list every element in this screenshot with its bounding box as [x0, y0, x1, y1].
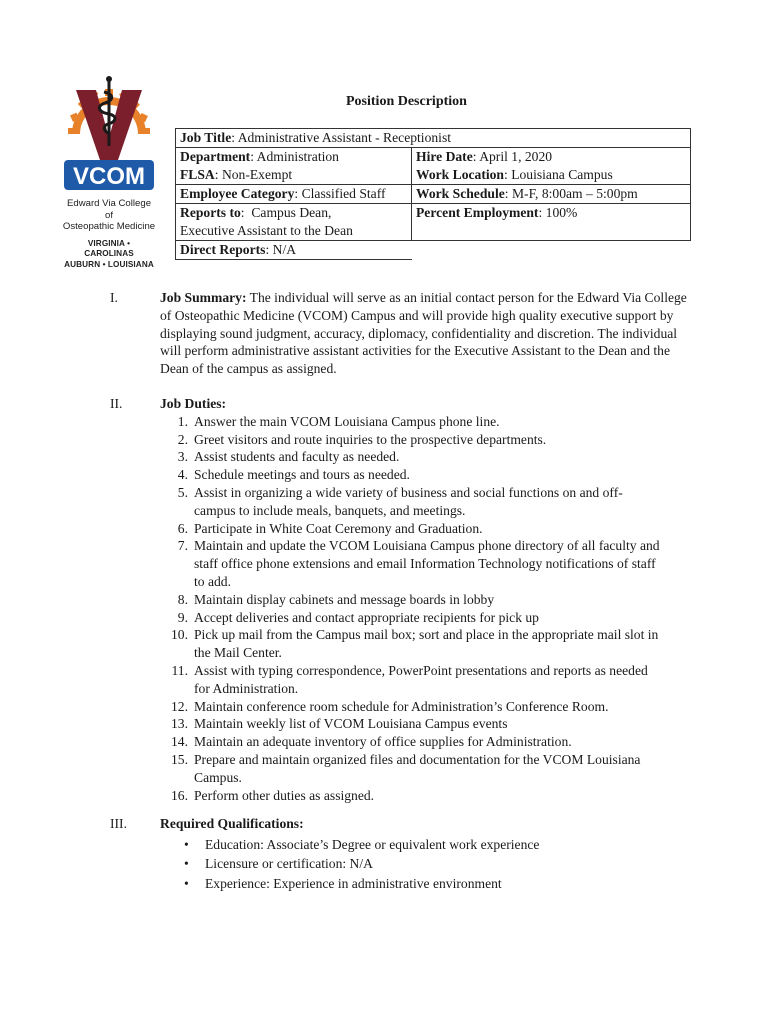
list-item	[160, 874, 700, 894]
logo-acronym: VCOM	[73, 163, 145, 190]
job-title-cell: Job Title: Administrative Assistant - Receptionist	[176, 129, 691, 148]
item-number: 3.	[177, 449, 188, 465]
item-number: 15.	[171, 751, 188, 767]
item-text: Licensure or certification: N/A	[205, 856, 373, 872]
work-location-label: Work Location	[416, 167, 504, 182]
item-number: 8.	[177, 591, 188, 607]
vcom-emblem-icon	[62, 76, 156, 194]
item-text: Maintain display cabinets and message boards in lobby	[194, 591, 495, 607]
item-text: Greet visitors and route inquiries to the prospective departments.	[194, 431, 547, 447]
logo-locations-line1: VIRGINIA • CAROLINAS	[84, 238, 134, 258]
empty-cell	[412, 241, 691, 260]
employee-category-label: Employee Category	[180, 186, 295, 201]
table-row	[176, 148, 691, 167]
employee-category-cell: Employee Category: Classified Staff	[176, 185, 412, 204]
list-item	[160, 520, 660, 538]
percent-employment-label: Percent Employment	[416, 205, 539, 220]
list-item	[160, 662, 660, 698]
list-item	[160, 715, 660, 733]
job-summary-heading: Job Summary:	[160, 290, 247, 305]
qualifications-list	[160, 835, 700, 894]
job-summary-text: The individual will serve as an initial contact person for the Edward Via College of Osteopathic Medicine (VCOM) Campus and will provide high quality executive support by displaying sound judgment, accuracy, diplomacy, confidentiality and discretion. The individual will perform administrative assistant activities for the Executive Assistant to the Dean and the Dean of the campus as assigned.	[160, 290, 687, 377]
item-text: Answer the main VCOM Louisiana Campus phone line.	[194, 413, 500, 429]
qualifications-heading: Required Qualifications:	[160, 816, 304, 831]
direct-reports-cell: Direct Reports: N/A	[176, 241, 412, 260]
work-location-value: Louisiana Campus	[511, 167, 613, 182]
section-numeral: I.	[110, 290, 118, 305]
table-row	[176, 129, 691, 148]
item-text: Maintain and update the VCOM Louisiana Campus phone directory of all faculty and staff office phone extensions and email Information Technology notifications of staff to add.	[194, 538, 660, 589]
job-title-label: Job Title	[180, 130, 232, 145]
item-number: 6.	[177, 520, 188, 536]
item-text: Schedule meetings and tours as needed.	[194, 467, 410, 483]
qualifications-body	[160, 815, 700, 893]
item-number: 5.	[177, 484, 188, 500]
list-item	[160, 591, 660, 609]
item-number: 14.	[171, 734, 188, 750]
item-text: Maintain weekly list of VCOM Louisiana Campus events	[194, 716, 508, 732]
item-number: 11.	[171, 662, 188, 678]
item-number: 12.	[171, 698, 188, 714]
list-item	[160, 466, 660, 484]
bullet-icon: •	[184, 836, 189, 852]
list-item	[160, 626, 660, 662]
logo-college-line1: Edward Via College of	[66, 198, 152, 221]
list-item	[160, 835, 700, 855]
department-value: Administration	[256, 149, 339, 164]
department-cell: Department: Administration	[176, 148, 412, 167]
document-title: Position Description	[346, 94, 467, 109]
list-item	[160, 413, 660, 431]
item-number: 4.	[177, 467, 188, 483]
flsa-cell: FLSA: Non-Exempt	[176, 166, 412, 185]
item-number: 13.	[171, 716, 188, 732]
table-row	[176, 204, 691, 241]
item-number: 2.	[177, 431, 188, 447]
bullet-icon: •	[184, 856, 189, 872]
item-number: 9.	[177, 609, 188, 625]
hire-date-cell: Hire Date: April 1, 2020	[412, 148, 691, 167]
percent-employment-cell: Percent Employment: 100%	[412, 204, 691, 241]
job-duties-body	[160, 395, 660, 804]
list-item	[160, 537, 660, 590]
item-text: Assist students and faculty as needed.	[194, 449, 400, 465]
job-duties-list	[160, 413, 660, 805]
percent-employment-value: 100%	[545, 205, 578, 220]
item-text: Maintain an adequate inventory of office supplies for Administration.	[194, 734, 572, 750]
item-text: Experience: Experience in administrative environment	[205, 875, 502, 891]
item-number: 16.	[171, 787, 188, 803]
item-text: Pick up mail from the Campus mail box; sort and place in the appropriate mail slot in the Mail Center.	[194, 627, 659, 661]
list-item	[160, 448, 660, 466]
hire-date-label: Hire Date	[416, 149, 473, 164]
list-item	[160, 787, 660, 805]
reports-to-value-line2: Executive Assistant to the Dean	[180, 223, 353, 238]
table-row	[176, 166, 691, 185]
job-duties-heading: Job Duties:	[160, 396, 227, 411]
job-title-value: Administrative Assistant - Receptionist	[237, 130, 452, 145]
hire-date-value: April 1, 2020	[479, 149, 553, 164]
item-text: Education: Associate’s Degree or equivalent work experience	[205, 836, 540, 852]
list-item	[160, 431, 660, 449]
section-numeral: III.	[110, 816, 127, 831]
item-number: 10.	[171, 627, 188, 643]
work-schedule-cell: Work Schedule: M-F, 8:00am – 5:00pm	[412, 185, 691, 204]
direct-reports-label: Direct Reports	[180, 242, 266, 257]
item-text: Maintain conference room schedule for Administration’s Conference Room.	[194, 698, 609, 714]
list-item	[160, 854, 700, 874]
logo-locations	[62, 239, 156, 271]
logo-college-line2: Osteopathic Medicine	[62, 221, 156, 232]
list-item	[160, 751, 660, 787]
item-text: Prepare and maintain organized files and documentation for the VCOM Louisiana Campus.	[194, 751, 641, 785]
work-location-cell: Work Location: Louisiana Campus	[412, 166, 691, 185]
item-text: Assist with typing correspondence, PowerPoint presentations and reports as needed for Administration.	[194, 662, 648, 696]
list-item	[160, 609, 660, 627]
reports-to-label: Reports to	[180, 205, 241, 220]
list-item	[160, 484, 660, 520]
reports-to-cell: Reports to: Campus Dean, Executive Assistant to the Dean	[176, 204, 412, 241]
department-label: Department	[180, 149, 251, 164]
direct-reports-value: N/A	[272, 242, 297, 257]
reports-to-value-line1: Campus Dean,	[251, 205, 332, 220]
bullet-icon: •	[184, 875, 189, 891]
item-text: Accept deliveries and contact appropriate recipients for pick up	[194, 609, 539, 625]
work-schedule-label: Work Schedule	[416, 186, 505, 201]
flsa-label: FLSA	[180, 167, 215, 182]
item-number: 1.	[177, 413, 188, 429]
vcom-logo	[62, 76, 156, 270]
list-item	[160, 733, 660, 751]
job-summary-body	[160, 289, 700, 378]
logo-locations-line2: AUBURN • LOUISIANA	[64, 259, 154, 269]
position-header-table	[175, 128, 691, 260]
item-text: Assist in organizing a wide variety of business and social functions on and off-campus to include meals, banquets, and meetings.	[194, 484, 623, 518]
logo-college-name	[62, 198, 156, 233]
table-row	[176, 241, 691, 260]
list-item	[160, 698, 660, 716]
item-number: 7.	[177, 538, 188, 554]
section-numeral: II.	[110, 396, 123, 411]
work-schedule-value: M-F, 8:00am – 5:00pm	[511, 186, 638, 201]
employee-category-value: Classified Staff	[301, 186, 386, 201]
item-text: Perform other duties as assigned.	[194, 787, 375, 803]
item-text: Participate in White Coat Ceremony and Graduation.	[194, 520, 483, 536]
flsa-value: Non-Exempt	[221, 167, 293, 182]
table-row	[176, 185, 691, 204]
